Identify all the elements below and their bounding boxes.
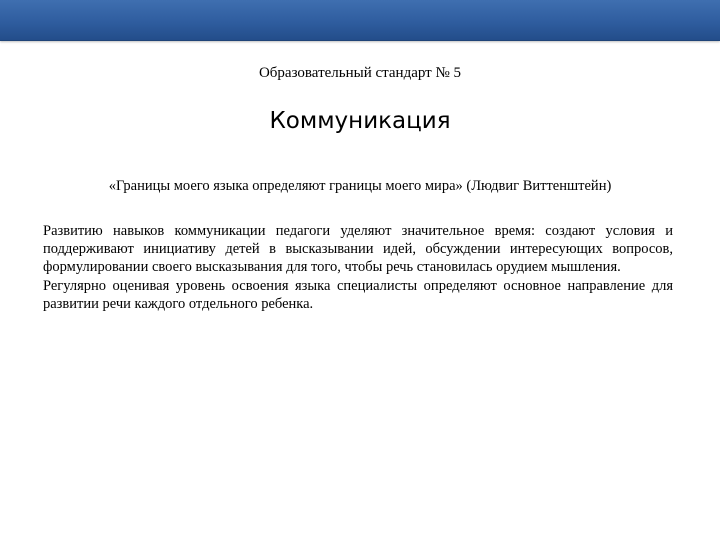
body-paragraph: Регулярно оценивая уровень освоения языка специалисты определяют основное направление для развитии речи каждого отдельного ребенка. [43,277,673,312]
slide-header-bar [0,0,720,41]
body-paragraph: Развитию навыков коммуникации педагоги уделяют значительное время: создают условия и поддерживают инициативу детей в высказывании идей, обсуждении интересующих вопросов, формулировании своего высказывания для того, чтобы речь становилась орудием мышления. [43,223,673,276]
epigraph-quote: «Границы моего языка определяют границы моего мира» (Людвиг Виттенштейн) [108,178,612,194]
slide-body [43,222,673,313]
slide-subtitle: Образовательный стандарт № 5 [258,65,462,81]
slide-title: Коммуникация [269,108,451,134]
